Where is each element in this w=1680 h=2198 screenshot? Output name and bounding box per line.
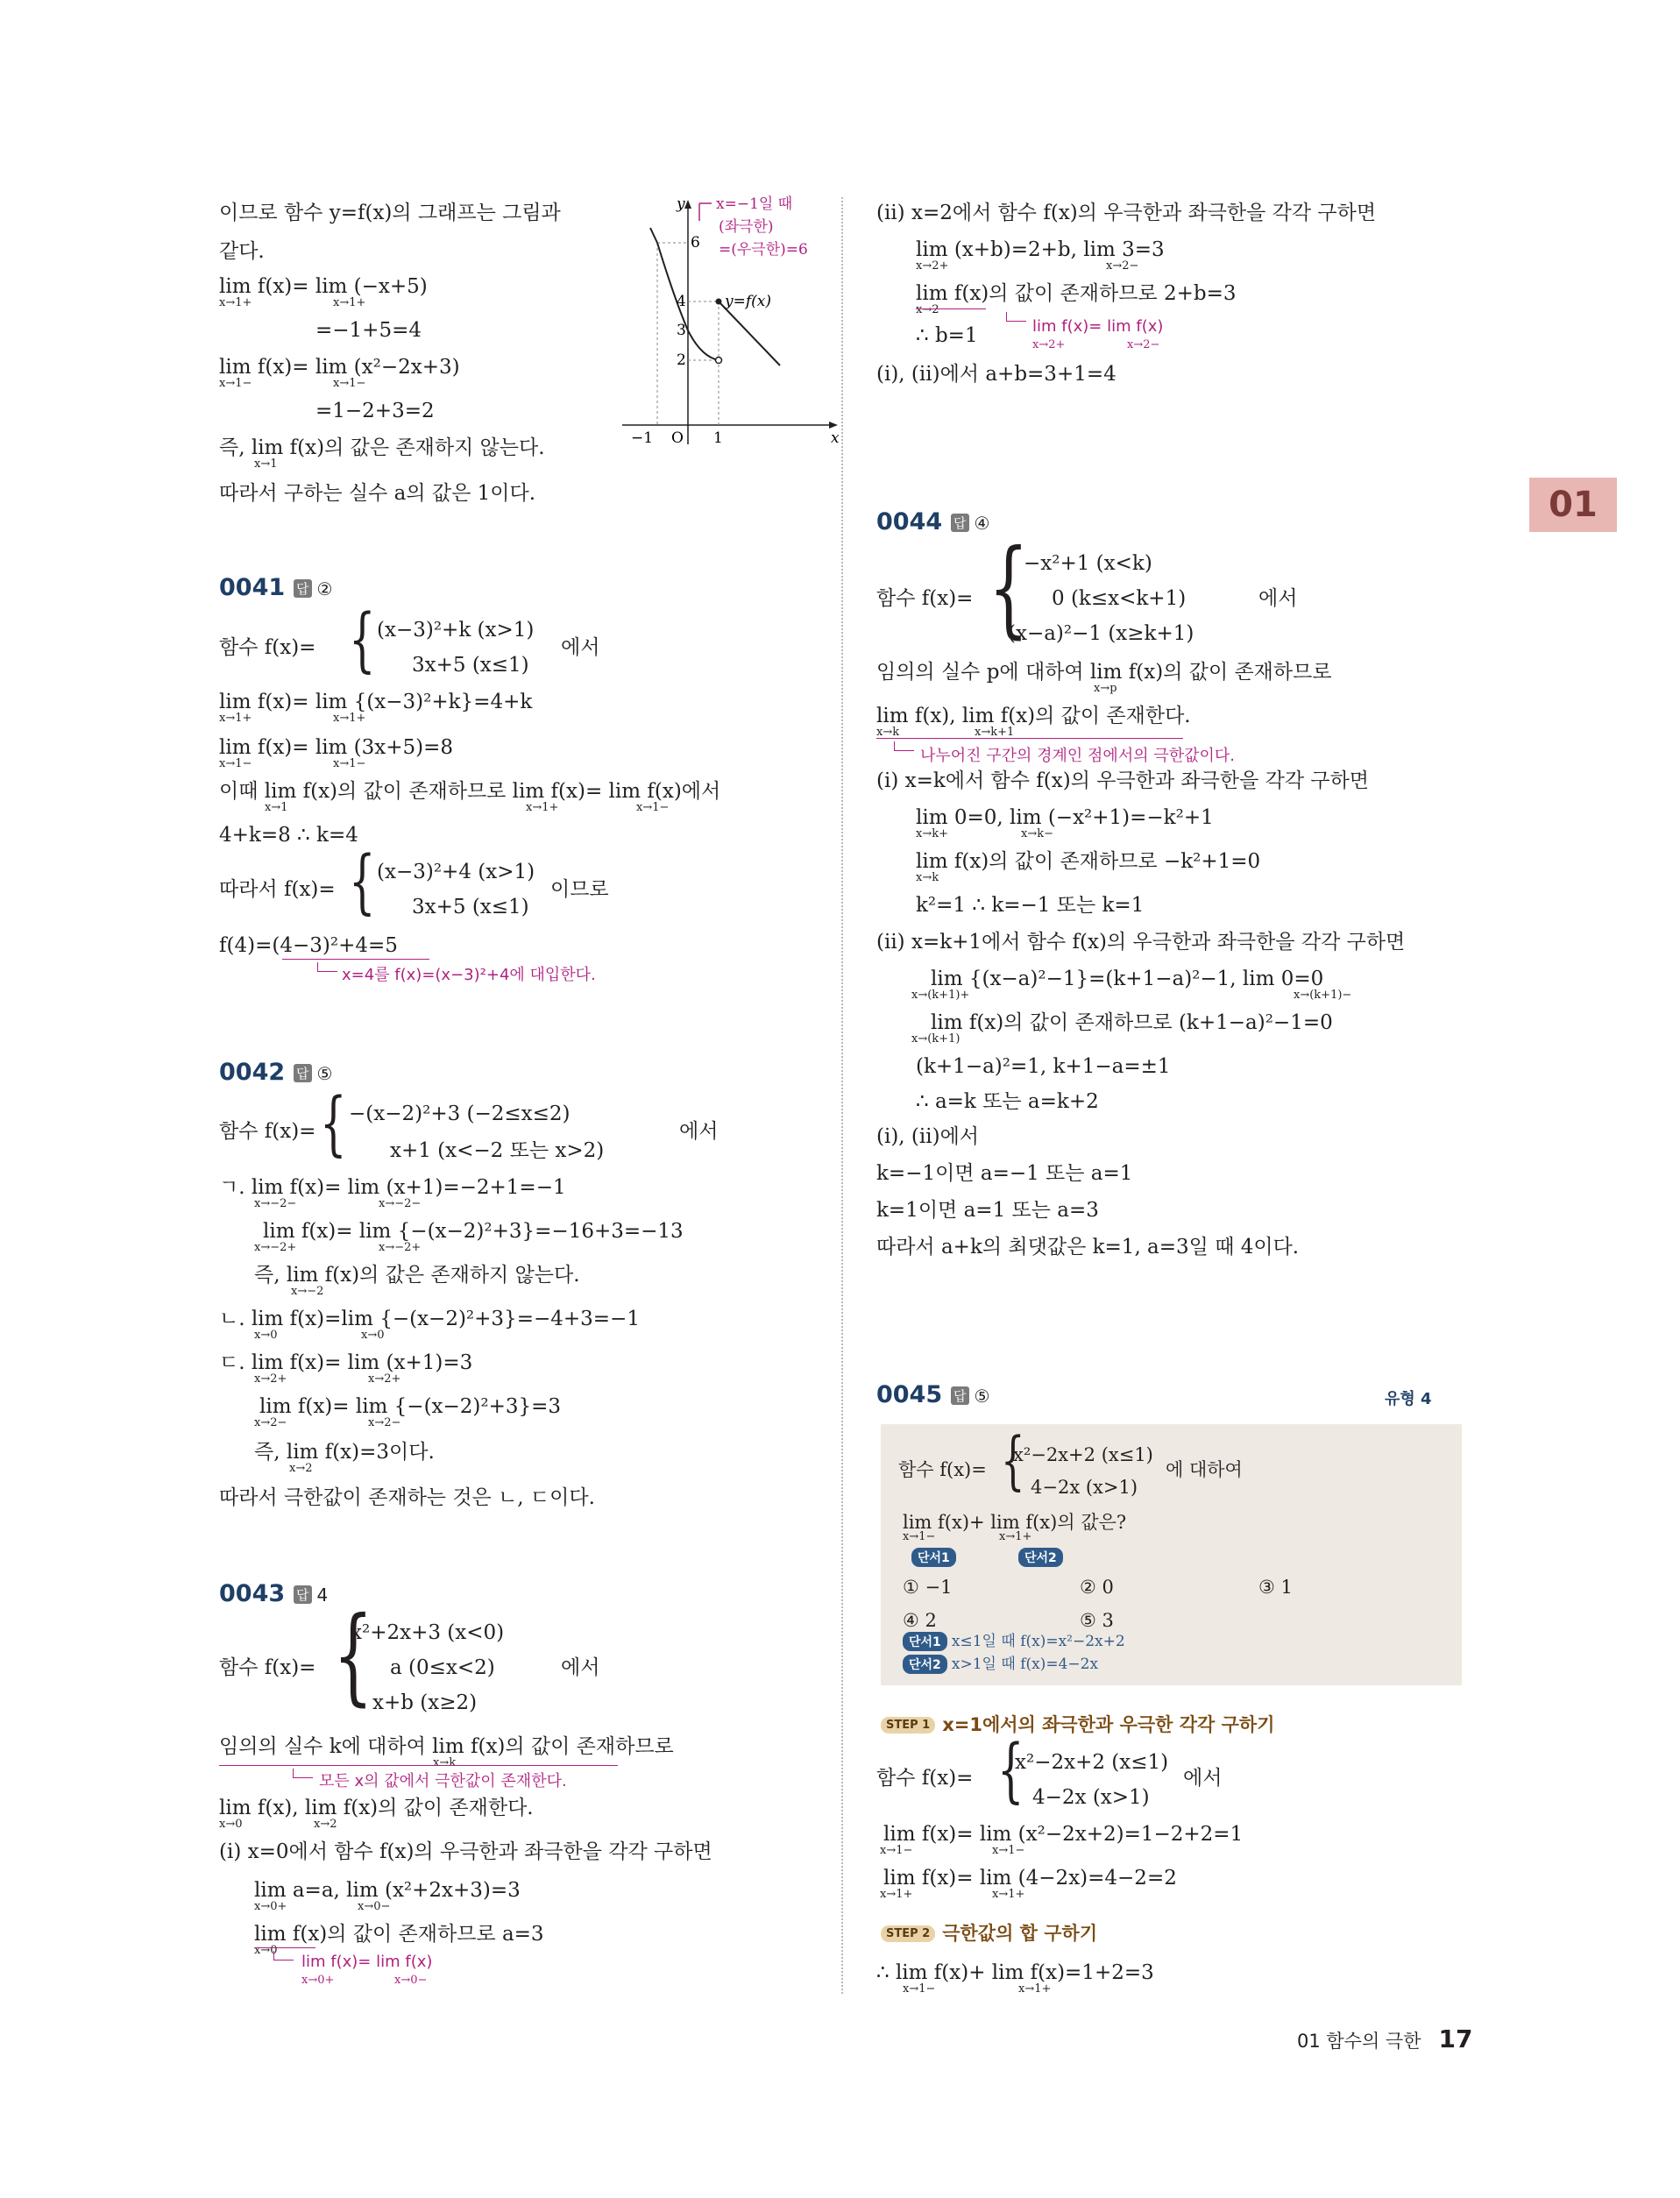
limit-subscript: x→k: [916, 871, 939, 884]
limit-subscript: x→1: [265, 801, 288, 814]
answer-value: 4: [316, 1585, 329, 1606]
limit-subscript: x→0: [254, 1329, 278, 1342]
text-line: lim f(x)= lim (4−2x)=4−2=2: [883, 1867, 1177, 1890]
limit-subscript: x→−2+: [254, 1241, 297, 1254]
text-line: lim f(x)= lim {(x−3)²+k}=4+k: [219, 691, 533, 713]
answer-tag: 답: [294, 1064, 312, 1082]
text-line: lim f(x), lim f(x)의 값이 존재한다.: [219, 1797, 534, 1819]
case-line: x+1 (x<−2 또는 x>2): [390, 1139, 605, 1162]
text-line: lim (x+b)=2+b, lim 3=3: [916, 238, 1165, 261]
text-line: lim f(x)의 값이 존재하므로 −k²+1=0: [916, 850, 1261, 873]
annotation: lim f(x)= lim f(x): [301, 1953, 433, 1971]
note-arrow: [273, 1951, 294, 1960]
limit-subscript: x→2+: [368, 1372, 401, 1386]
limit-subscript: x→1+: [526, 801, 559, 814]
text-line: (ⅰ), (ⅱ)에서: [876, 1125, 980, 1148]
limit-subscript: x→2−: [1106, 259, 1139, 273]
text-line: 함수 f(x)=: [876, 1767, 974, 1790]
text-line: lim f(x)= lim (x²−2x+2)=1−2+2=1: [883, 1823, 1244, 1846]
answer-tag: 답: [951, 1386, 969, 1405]
graph-note: (좌극한): [719, 218, 774, 236]
limit-subscript: x→1−: [636, 801, 670, 814]
text-line: k=−1이면 a=−1 또는 a=1: [876, 1162, 1133, 1185]
case-line: x+b (x≥2): [372, 1691, 478, 1714]
text-line: =−1+5=4: [315, 319, 422, 342]
limit-subscript: x→1−: [333, 377, 366, 390]
option-5[interactable]: ⑤ 3: [1080, 1610, 1114, 1631]
text-line: 따라서 구하는 실수 a의 값은 1이다.: [219, 482, 536, 505]
brace: {: [333, 1595, 373, 1717]
note-arrow: [894, 741, 914, 751]
limit-subscript: x→−2+: [379, 1241, 422, 1254]
limit-subscript: x→0: [254, 1944, 278, 1957]
limit-subscript: x→2−: [1127, 338, 1160, 351]
text-line: lim f(x), lim f(x)의 값이 존재한다.: [876, 705, 1191, 727]
limit-subscript: x→1−: [880, 1844, 913, 1857]
limit-subscript: x→k: [433, 1756, 457, 1769]
text-line: f(4)=(4−3)²+4=5: [219, 934, 398, 957]
hint-line-1: 단서1 x≤1일 때 f(x)=x²−2x+2: [903, 1628, 1125, 1651]
chapter-label: 01 함수의 극한: [1297, 2031, 1421, 2052]
chapter-tab: 01: [1529, 478, 1617, 532]
answer-badge: [294, 1585, 328, 1606]
x-axis-label: x: [831, 429, 840, 447]
tick-label: −1: [631, 429, 654, 447]
limit-subscript: x→1+: [333, 296, 366, 309]
text-line: 따라서 극한값이 존재하는 것은 ㄴ, ㄷ이다.: [219, 1486, 595, 1509]
text-line: 함수 f(x)=: [219, 636, 316, 659]
limit-subscript: x→1+: [333, 712, 366, 725]
case-line: 4−2x (x>1): [1031, 1477, 1138, 1498]
case-line: x²−2x+2 (x≤1): [1013, 1444, 1153, 1465]
annotation: 나누어진 구간의 경계인 점에서의 극한값이다.: [920, 747, 1235, 765]
text-line: lim f(x)+ lim f(x)의 값은?: [903, 1512, 1127, 1533]
page-footer: [1297, 2024, 1472, 2053]
text-line: 이므로: [550, 878, 609, 901]
limit-subscript: x→1: [254, 457, 278, 471]
text-line: ∴ lim f(x)+ lim f(x)=1+2=3: [876, 1961, 1154, 1984]
annotation: lim f(x)= lim f(x): [1032, 317, 1164, 336]
underline: [876, 738, 1183, 739]
limit-subscript: x→2: [314, 1818, 337, 1831]
answer-badge: [951, 1386, 989, 1407]
text-line: k=1이면 a=1 또는 a=3: [876, 1199, 1099, 1222]
text-line: 임의의 실수 k에 대하여 lim f(x)의 값이 존재하므로: [219, 1735, 674, 1758]
text-line: (ⅱ) x=k+1에서 함수 f(x)의 우극한과 좌극한을 각각 구하면: [876, 931, 1406, 954]
text-line: 이므로 함수 y=f(x)의 그래프는 그림과: [219, 202, 561, 224]
case-line: 3x+5 (x≤1): [412, 654, 529, 677]
text-line: lim f(x)= lim (x²−2x+3): [219, 356, 460, 379]
answer-tag: 답: [294, 1585, 312, 1604]
option-1[interactable]: ① −1: [903, 1577, 953, 1598]
case-line: (x−a)²−1 (x≥k+1): [1008, 622, 1194, 645]
text-line: 즉, lim f(x)의 값은 존재하지 않는다.: [254, 1264, 580, 1287]
text-line: lim f(x)의 값이 존재하므로 a=3: [254, 1923, 544, 1946]
answer-value: ②: [316, 578, 333, 599]
option-4[interactable]: ④ 2: [903, 1610, 937, 1631]
case-line: (x−3)²+k (x>1): [377, 619, 535, 642]
text-line: ∴ a=k 또는 a=k+2: [916, 1090, 1099, 1113]
limit-subscript: x→0+: [254, 1900, 287, 1913]
step-2-title: STEP 2 극한값의 합 구하기: [881, 1919, 1097, 1946]
case-line: −x²+1 (x<k): [1024, 552, 1152, 575]
answer-tag: 답: [951, 514, 969, 532]
limit-subscript: x→1+: [219, 296, 252, 309]
limit-subscript: x→0+: [301, 1974, 335, 1987]
text-line: 함수 f(x)=: [219, 1120, 316, 1143]
text-line: 4+k=8 ∴ k=4: [219, 824, 358, 847]
underline: [219, 1765, 618, 1766]
limit-subscript: x→0−: [358, 1900, 391, 1913]
limit-subscript: x→−2−: [379, 1197, 422, 1210]
origin-label: O: [671, 429, 684, 447]
type-tag: 유형 4: [1385, 1390, 1432, 1408]
limit-subscript: x→2+: [1032, 338, 1066, 351]
note-arrow: [293, 1769, 313, 1778]
limit-subscript: x→1+: [1018, 1982, 1052, 1996]
option-2[interactable]: ② 0: [1080, 1577, 1114, 1598]
tick-label: 4: [677, 293, 686, 310]
text-line: 에서: [1183, 1767, 1223, 1790]
step-1-title: STEP 1 x=1에서의 좌극한과 우극한 각각 구하기: [881, 1711, 1275, 1737]
tick-label: 3: [677, 322, 686, 339]
tick-label: 6: [691, 234, 700, 252]
text-line: ∴ b=1: [916, 324, 978, 347]
limit-subscript: x→(k+1)−: [1294, 989, 1352, 1002]
answer-value: ⑤: [316, 1063, 333, 1084]
answer-badge: [294, 1063, 332, 1084]
brace: {: [1001, 1423, 1025, 1497]
limit-subscript: x→0: [361, 1329, 385, 1342]
text-line: lim f(x)의 값이 존재하므로 2+b=3: [916, 282, 1237, 305]
text-line: (ⅰ) x=0에서 함수 f(x)의 우극한과 좌극한을 각각 구하면: [219, 1840, 712, 1863]
limit-subscript: x→1+: [999, 1530, 1032, 1543]
text-line: ㄴ. lim f(x)=lim {−(x−2)²+3}=−4+3=−1: [219, 1308, 640, 1330]
text-line: 함수 f(x)=: [219, 1656, 316, 1679]
text-line: 함수 f(x)=: [876, 587, 974, 610]
annotation: 모든 x의 값에서 극한값이 존재한다.: [319, 1772, 567, 1790]
hint-marker-1: 단서1: [911, 1548, 956, 1567]
answer-tag: 답: [294, 579, 312, 598]
limit-subscript: x→2+: [254, 1372, 287, 1386]
limit-subscript: x→2: [916, 303, 939, 316]
limit-subscript: x→1−: [219, 757, 252, 770]
limit-subscript: x→(k+1)+: [911, 989, 970, 1002]
text-line: 따라서 f(x)=: [219, 878, 336, 901]
question-number: 0044: [876, 508, 943, 535]
limit-subscript: x→0: [219, 1818, 243, 1831]
limit-subscript: x→k−: [1021, 827, 1053, 840]
case-line: a (0≤x<2): [390, 1656, 495, 1679]
hint-marker-2: 단서2: [1018, 1548, 1063, 1567]
text-line: lim f(x)= lim {−(x−2)²+3}=3: [259, 1395, 562, 1418]
text-line: 함수 f(x)=: [898, 1459, 987, 1480]
limit-subscript: x→1−: [992, 1844, 1025, 1857]
limit-subscript: x→2−: [368, 1416, 401, 1429]
question-number: 0045: [876, 1381, 943, 1408]
text-line: 에서: [561, 1656, 600, 1679]
limit-subscript: x→2: [289, 1462, 313, 1475]
limit-subscript: x→1+: [219, 712, 252, 725]
tick-label: 1: [713, 429, 723, 447]
text-line: (ⅱ) x=2에서 함수 f(x)의 우극한과 좌극한을 각각 구하면: [876, 202, 1377, 224]
limit-subscript: x→−2: [291, 1285, 324, 1298]
text-line: (k+1−a)²=1, k+1−a=±1: [916, 1055, 1171, 1078]
note-arrow: [317, 962, 337, 972]
text-line: 에서: [561, 636, 600, 659]
limit-subscript: x→2+: [916, 259, 949, 273]
text-line: =1−2+3=2: [315, 400, 435, 422]
note-arrow: [1006, 312, 1026, 322]
brace: {: [997, 1729, 1024, 1811]
function-graph: [613, 195, 841, 449]
text-line: k²=1 ∴ k=−1 또는 k=1: [916, 894, 1145, 917]
text-line: lim f(x)= lim {−(x−2)²+3}=−16+3=−13: [263, 1220, 684, 1243]
brace: {: [989, 528, 1029, 649]
graph-note: =(우극한)=6: [719, 241, 808, 259]
underline: [916, 308, 986, 309]
text-line: 같다.: [219, 240, 265, 263]
brace: {: [349, 599, 376, 680]
limit-subscript: x→k: [876, 726, 900, 739]
page-number: 17: [1438, 2024, 1473, 2053]
curve-label: y=f(x): [725, 293, 771, 310]
limit-subscript: x→1+: [880, 1888, 913, 1901]
limit-subscript: x→1−: [219, 377, 252, 390]
limit-subscript: x→1−: [903, 1982, 936, 1996]
underline: [254, 1947, 315, 1948]
y-axis-label: y: [677, 195, 685, 213]
limit-subscript: x→(k+1): [911, 1032, 961, 1046]
text-line: 에서: [679, 1120, 719, 1143]
case-line: x²−2x+2 (x≤1): [1015, 1751, 1169, 1774]
text-line: lim 0=0, lim (−x²+1)=−k²+1: [916, 806, 1214, 829]
limit-subscript: x→2−: [254, 1416, 287, 1429]
tick-label: 2: [677, 351, 686, 369]
option-3[interactable]: ③ 1: [1258, 1577, 1293, 1598]
brace: {: [320, 1082, 347, 1164]
hint-line-2: 단서2 x>1일 때 f(x)=4−2x: [903, 1651, 1098, 1674]
text-line: 즉, lim f(x)의 값은 존재하지 않는다.: [219, 436, 545, 459]
text-line: 이때 lim f(x)의 값이 존재하므로 lim f(x)= lim f(x)에서: [219, 780, 721, 803]
limit-subscript: x→0−: [394, 1974, 428, 1987]
text-line: 따라서 a+k의 최댓값은 k=1, a=3일 때 4이다.: [876, 1236, 1300, 1259]
case-line: (x−3)²+4 (x>1): [377, 861, 535, 883]
case-line: 4−2x (x>1): [1032, 1786, 1150, 1809]
text-line: ㄱ. lim f(x)= lim (x+1)=−2+1=−1: [219, 1176, 566, 1199]
question-number: 0042: [219, 1059, 286, 1086]
answer-badge: [294, 578, 332, 599]
text-line: lim f(x)= lim (−x+5): [219, 275, 428, 298]
text-line: lim {(x−a)²−1}=(k+1−a)²−1, lim 0=0: [931, 968, 1324, 990]
text-line: 즉, lim f(x)=3이다.: [254, 1441, 435, 1464]
text-line: lim a=a, lim (x²+2x+3)=3: [254, 1879, 521, 1902]
text-line: 임의의 실수 p에 대하여 lim f(x)의 값이 존재하므로: [876, 661, 1332, 684]
answer-value: ⑤: [974, 1386, 990, 1407]
limit-subscript: x→p: [1094, 682, 1117, 695]
limit-subscript: x→1−: [903, 1530, 936, 1543]
limit-subscript: x→1+: [992, 1888, 1025, 1901]
text-line: lim f(x)의 값이 존재하므로 (k+1−a)²−1=0: [931, 1011, 1333, 1034]
limit-subscript: x→1−: [333, 757, 366, 770]
underline: [282, 959, 429, 960]
text-line: ㄷ. lim f(x)= lim (x+1)=3: [219, 1351, 473, 1374]
limit-subscript: x→k+: [916, 827, 948, 840]
question-number: 0043: [219, 1580, 286, 1607]
case-line: −(x−2)²+3 (−2≤x≤2): [349, 1103, 571, 1125]
column-divider: [841, 197, 843, 1994]
question-number: 0041: [219, 574, 286, 601]
graph-note: x=−1일 때: [716, 195, 793, 213]
brace: {: [349, 840, 376, 922]
annotation: x=4를 f(x)=(x−3)²+4에 대입한다.: [342, 966, 596, 984]
text-line: 에서: [1258, 587, 1298, 610]
answer-value: ④: [974, 513, 990, 534]
limit-subscript: x→k+1: [975, 726, 1015, 739]
text-line: (ⅰ), (ⅱ)에서 a+b=3+1=4: [876, 363, 1116, 386]
case-line: 0 (k≤x<k+1): [1052, 587, 1187, 610]
case-line: 3x+5 (x≤1): [412, 896, 529, 918]
text-line: lim f(x)= lim (3x+5)=8: [219, 736, 454, 759]
text-line: (ⅰ) x=k에서 함수 f(x)의 우극한과 좌극한을 각각 구하면: [876, 769, 1370, 792]
answer-badge: [951, 513, 989, 534]
case-line: x²+2x+3 (x<0): [351, 1621, 505, 1644]
limit-subscript: x→−2−: [254, 1197, 297, 1210]
text-line: 에 대하여: [1166, 1459, 1243, 1480]
